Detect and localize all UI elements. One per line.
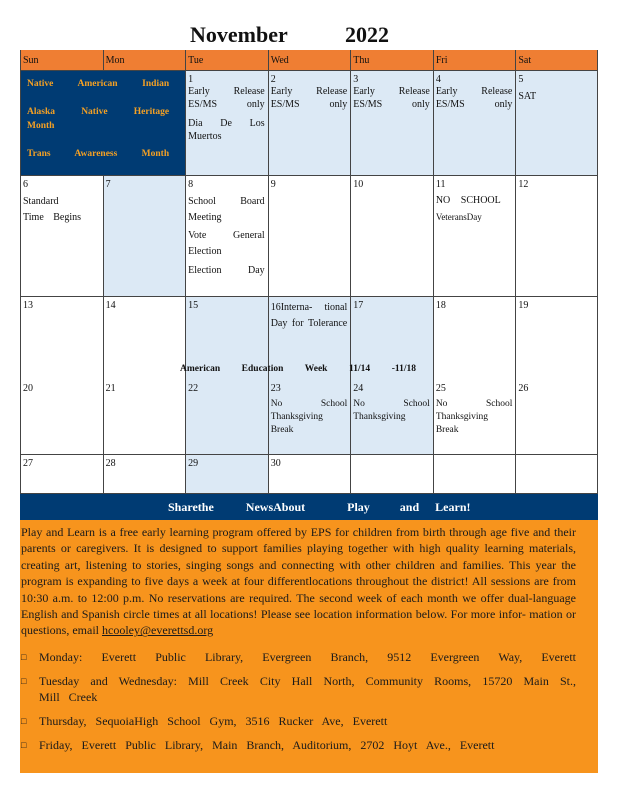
day-cell-30 [268, 455, 351, 493]
day-number: 23 [270, 383, 281, 394]
day-number: 27 [23, 458, 33, 469]
title-month: November [190, 22, 288, 47]
day-cell-6 [20, 176, 103, 296]
day-number: 18 [435, 300, 446, 311]
location-item [21, 713, 576, 729]
heritage-line-4: Trans Awareness Month [27, 149, 170, 159]
heritage-month-box [20, 71, 185, 175]
day-number: 26 [518, 383, 529, 394]
calendar-grid [20, 50, 598, 494]
week-row-1 [20, 71, 598, 176]
education-week-banner: American Education Week 11/14 -11/18 [180, 364, 416, 374]
day-cell-7 [103, 176, 186, 296]
day-number: 10 [353, 179, 364, 190]
day-number: 9 [270, 179, 276, 190]
checkbox-bullet-icon: □ [21, 715, 27, 726]
day-cell-26 [515, 377, 598, 454]
day-cell-13 [20, 297, 103, 377]
day-number: 17 [353, 300, 364, 311]
weekday-sat: Sat [515, 50, 598, 71]
day-number: 7 [105, 179, 111, 190]
day-cell-8 [185, 176, 268, 296]
checkbox-bullet-icon: □ [21, 651, 27, 662]
day-cell-empty [350, 455, 433, 493]
heritage-line-2: Alaska Native Heritage [27, 107, 170, 117]
day-cell-21 [103, 377, 186, 454]
day-note: No School Thanksgiving Break [435, 399, 513, 435]
day-number: 22 [188, 383, 199, 394]
day-note: Vote General Election [188, 230, 265, 257]
day-note: VeteransDay [435, 212, 482, 222]
checkbox-bullet-icon: □ [21, 739, 27, 750]
play-and-learn-banner [20, 494, 598, 520]
banner-word: Sharethe [168, 499, 214, 514]
day-cell-1 [185, 71, 268, 175]
day-cell-9 [268, 176, 351, 296]
weekday-mon: Mon [103, 50, 186, 71]
week-row-5 [20, 455, 598, 494]
day-cell-18 [433, 297, 516, 377]
day-note: 16Interna- tional Day for Tolerance [270, 302, 348, 329]
day-note: Standard Time Begins [23, 196, 81, 223]
day-number: 21 [105, 383, 116, 394]
day-note: No School Thanksgiving [353, 399, 430, 422]
day-number: 25 [435, 383, 446, 394]
day-cell-5 [515, 71, 598, 175]
day-note: Early Release ES/MS only [435, 86, 513, 110]
day-number: 19 [518, 300, 529, 311]
day-cell-2 [268, 71, 351, 175]
day-cell-12 [515, 176, 598, 296]
day-number: 29 [188, 458, 199, 469]
week-row-4 [20, 377, 598, 455]
day-cell-20 [20, 377, 103, 454]
day-number: 1 [188, 74, 194, 85]
weekday-wed: Wed [268, 50, 351, 71]
weekday-sun: Sun [20, 50, 103, 71]
day-note: Early Release ES/MS only [188, 86, 265, 110]
day-number: 24 [353, 383, 364, 394]
day-note: NO SCHOOL [435, 195, 501, 206]
day-number: 4 [435, 74, 441, 85]
day-note: School Board Meeting [188, 196, 265, 223]
weekday-header-row [20, 50, 598, 71]
location-text: Friday, Everett Public Library, Main Branch, Auditorium, 2702 Hoyt Ave., Everett [39, 737, 495, 752]
day-number: 30 [270, 458, 281, 469]
day-cell-22 [185, 377, 268, 454]
day-number: 28 [105, 458, 116, 469]
weekday-fri: Fri [433, 50, 516, 71]
play-and-learn-info [20, 520, 598, 773]
day-number: 15 [188, 300, 199, 311]
day-number: 3 [353, 74, 359, 85]
banner-word: Play [347, 499, 370, 514]
day-number: 16 [270, 302, 281, 313]
day-note: Early Release ES/MS only [270, 86, 348, 110]
day-note: Early Release ES/MS only [353, 86, 430, 110]
day-number: 2 [270, 74, 276, 85]
day-number: 6 [23, 179, 28, 190]
week-row-2 [20, 176, 598, 297]
day-number: 5 [518, 74, 524, 85]
day-cell-10 [350, 176, 433, 296]
location-text: Thursday, SequoiaHigh School Gym, 3516 Rucker Ave, Everett [39, 713, 388, 728]
location-item [21, 649, 576, 665]
checkbox-bullet-icon: □ [21, 675, 27, 686]
day-cell-24 [350, 377, 433, 454]
day-cell-19 [515, 297, 598, 377]
day-number: 14 [105, 300, 116, 311]
email-link[interactable]: hcooley@everettsd.org [102, 623, 214, 638]
banner-word: Learn! [435, 499, 471, 514]
day-cell-27 [20, 455, 103, 493]
location-text: Monday: Everett Public Library, Evergreen Branch, 9512 Evergreen Way, Everett [39, 649, 576, 664]
calendar-title [0, 22, 618, 50]
location-item [21, 737, 576, 753]
title-year: 2022 [345, 22, 389, 47]
day-note: SAT [518, 91, 537, 102]
day-number: 13 [23, 300, 33, 311]
day-cell-3 [350, 71, 433, 175]
weekday-tue: Tue [185, 50, 268, 71]
day-cell-28 [103, 455, 186, 493]
day-cell-11 [433, 176, 516, 296]
day-number: 8 [188, 179, 194, 190]
banner-word: NewsAbout [245, 499, 306, 514]
day-number: 20 [23, 383, 33, 394]
day-note: Dia De Los Muertos [188, 118, 265, 142]
day-cell-14 [103, 297, 186, 377]
banner-word: and [399, 499, 420, 514]
day-cell-23 [268, 377, 351, 454]
day-number: 11 [435, 179, 446, 190]
day-cell-empty [515, 455, 598, 493]
location-text: Tuesday and Wednesday: Mill Creek City Hall North, Community Rooms, 15720 Main St., Mill Creek [39, 673, 576, 704]
location-item [21, 673, 576, 705]
heritage-line-3: Month [27, 121, 55, 131]
day-cell-25 [433, 377, 516, 454]
day-note: No School Thanksgiving Break [270, 399, 348, 435]
day-cell-4 [433, 71, 516, 175]
info-paragraph: Play and Learn is a free early learning program offered by EPS for children from birth through age five and their parents or caregivers. It is designed to support families playing together with high quality learning materials, creating art, listening to stories, singing songs and connecting with other children and families. This year the program is expanding to five days a week at four differentlocations throughout the district! All sessions are from 10:30 a.m. to 12:00 p.m. No reservations are required. The second week of each month we offer dual-language English and Spanish circle times at all locations! Please see location information below. For more infor- mation or questions, email hcooley@everettsd.org [21, 525, 576, 638]
day-number: 12 [518, 179, 529, 190]
weekday-thu: Thu [350, 50, 433, 71]
day-cell-29 [185, 455, 268, 493]
day-cell-empty [433, 455, 516, 493]
heritage-line-1: Native American Indian [27, 79, 170, 89]
day-note: Election Day [188, 265, 265, 276]
